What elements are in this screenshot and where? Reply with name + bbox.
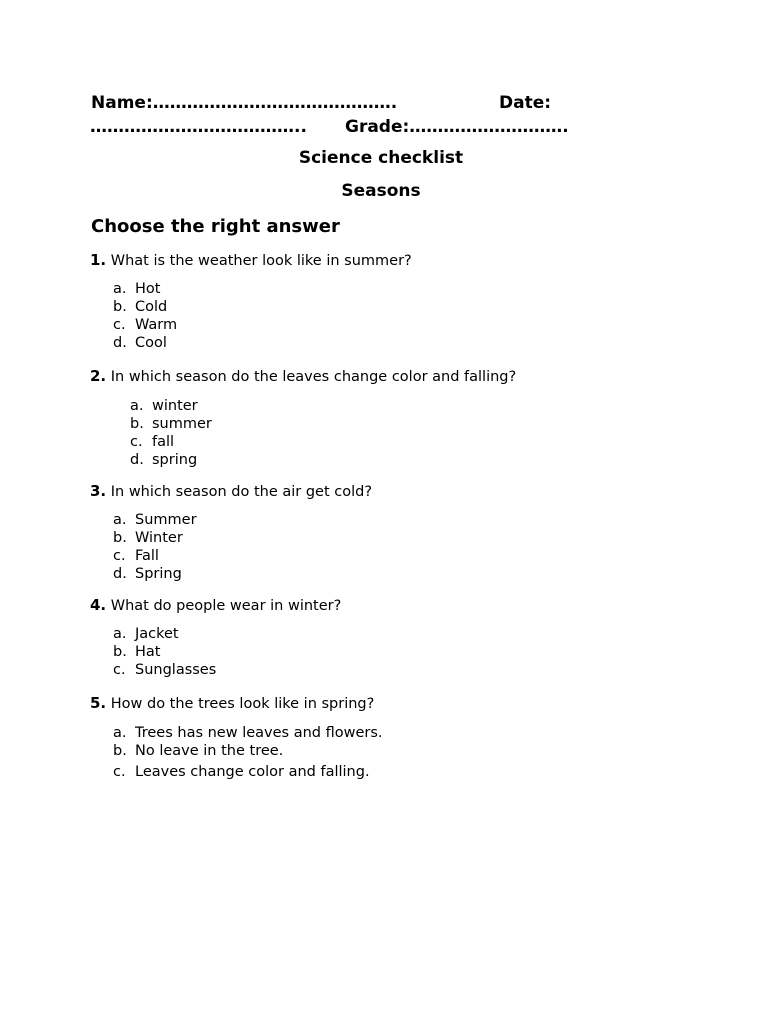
option-text: Leaves change color and falling.	[135, 764, 370, 780]
question-3-option-a	[113, 512, 197, 528]
name-field: Name:…………………………………….	[91, 93, 398, 113]
option-text: Warm	[135, 317, 178, 333]
question-4-option-b	[113, 644, 160, 660]
option-text: winter	[152, 398, 198, 414]
question-text: What do people wear in winter?	[110, 598, 342, 614]
option-letter: d.	[130, 452, 144, 468]
option-letter: b.	[113, 644, 127, 660]
option-text: Spring	[135, 566, 182, 582]
option-text: fall	[152, 434, 175, 450]
question-2-option-a	[130, 398, 198, 414]
option-letter: c.	[113, 317, 126, 333]
question-text: In which season do the air get cold?	[110, 484, 373, 500]
question-1	[90, 251, 412, 269]
question-3-option-b	[113, 530, 183, 546]
date-label: Date:	[499, 93, 552, 113]
question-number: 1.	[90, 251, 107, 269]
option-text: Winter	[135, 530, 183, 546]
option-letter: b.	[130, 416, 144, 432]
question-3-option-c	[113, 548, 159, 564]
page-subtitle: Seasons	[341, 181, 421, 201]
option-letter: d.	[113, 566, 127, 582]
question-text: How do the trees look like in spring?	[110, 696, 375, 712]
question-5-option-c	[113, 764, 370, 780]
page-title: Science checklist	[298, 148, 464, 168]
option-text: Hat	[135, 644, 161, 660]
option-letter: a.	[130, 398, 144, 414]
option-letter: c.	[113, 662, 126, 678]
option-letter: b.	[113, 530, 127, 546]
option-text: Fall	[135, 548, 159, 564]
option-letter: d.	[113, 335, 127, 351]
question-2-option-d	[130, 452, 197, 468]
option-text: No leave in the tree.	[135, 743, 284, 759]
option-letter: c.	[113, 764, 126, 780]
question-1-option-d	[113, 335, 167, 351]
question-text: In which season do the leaves change color and falling?	[110, 369, 517, 385]
question-1-option-b	[113, 299, 167, 315]
option-text: Cold	[135, 299, 168, 315]
option-letter: b.	[113, 743, 127, 759]
question-5-option-b	[113, 743, 283, 759]
question-number: 3.	[90, 482, 107, 500]
option-text: Summer	[135, 512, 197, 528]
question-number: 5.	[90, 694, 107, 712]
question-3	[90, 482, 372, 500]
question-5-option-a	[113, 725, 383, 741]
option-letter: b.	[113, 299, 127, 315]
question-2	[90, 367, 516, 385]
question-4	[90, 596, 341, 614]
option-text: Trees has new leaves and flowers.	[135, 725, 383, 741]
instruction-heading: Choose the right answer	[91, 216, 340, 237]
option-letter: c.	[113, 548, 126, 564]
option-text: Sunglasses	[135, 662, 217, 678]
question-number: 4.	[90, 596, 107, 614]
question-5	[90, 694, 374, 712]
question-4-option-a	[113, 626, 179, 642]
question-1-option-a	[113, 281, 160, 297]
question-2-option-b	[130, 416, 212, 432]
option-text: Jacket	[135, 626, 179, 642]
option-text: Hot	[135, 281, 161, 297]
option-letter: a.	[113, 512, 127, 528]
option-letter: c.	[130, 434, 143, 450]
question-2-option-c	[130, 434, 174, 450]
option-letter: a.	[113, 281, 127, 297]
date-field: ………………………………..	[90, 117, 307, 137]
question-4-option-c	[113, 662, 216, 678]
question-number: 2.	[90, 367, 107, 385]
question-1-option-c	[113, 317, 177, 333]
question-3-option-d	[113, 566, 182, 582]
option-text: Cool	[135, 335, 167, 351]
grade-field: Grade:……………………….	[345, 117, 569, 137]
option-letter: a.	[113, 725, 127, 741]
question-text: What is the weather look like in summer?	[110, 253, 412, 269]
option-text: summer	[152, 416, 212, 432]
option-letter: a.	[113, 626, 127, 642]
option-text: spring	[152, 452, 198, 468]
